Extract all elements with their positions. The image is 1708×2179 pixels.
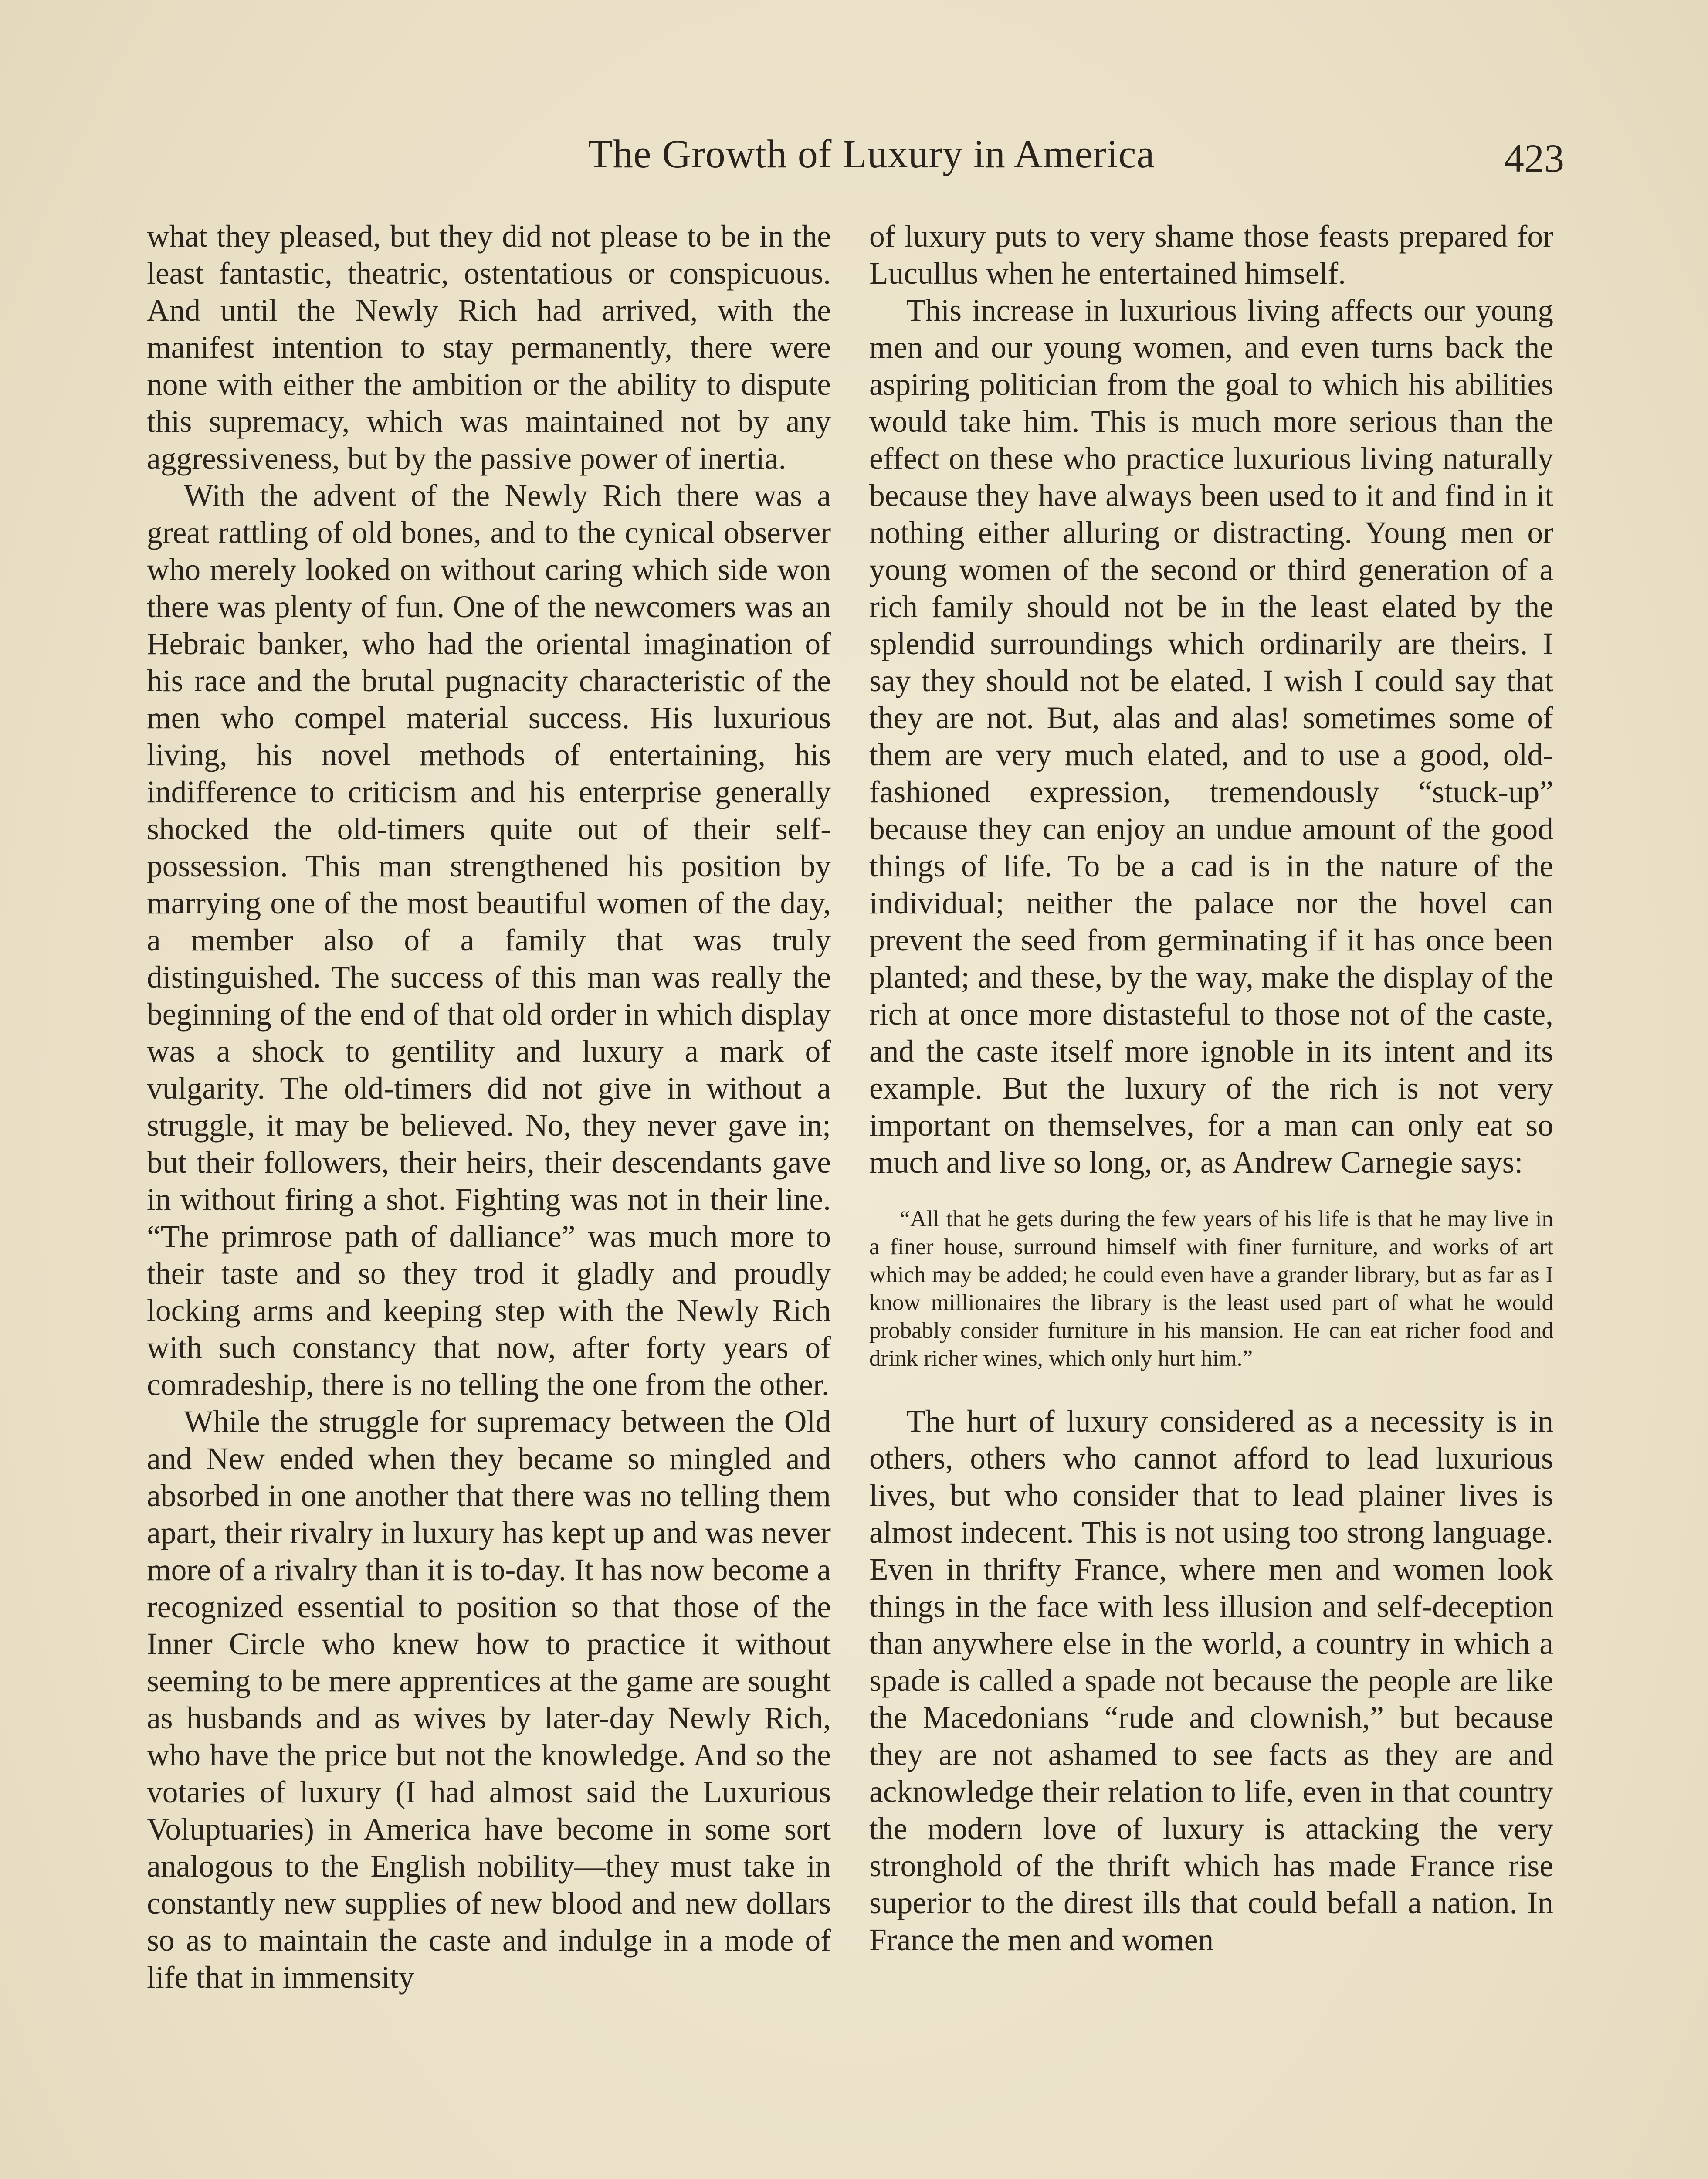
block-quote: “All that he gets during the few years of his life is that he may live in a finer house, surround himself with finer furniture, and works of art which may be added; he could even have a grander library, but as far as I know millionaires the library is the least used part of what he would probably consider furniture in his mansion. He can eat richer food and drink richer wines, which only hurt him.” <box>869 1206 1553 1371</box>
right-column <box>869 218 1553 1958</box>
paragraph: The hurt of luxury considered as a necessity is in others, others who cannot afford to lead luxurious lives, but who consider that to lead plainer lives is almost indecent. This is not using too strong language. Even in thrifty France, where men and women look things in the face with less illusion and self-deception than anywhere else in the world, a country in which a spade is called a spade not because the people are like the Macedonians “rude and clownish,” but because they are not ashamed to see facts as they are and acknowledge their relation to life, even in that country the modern love of luxury is attacking the very stronghold of the thrift which has made France rise superior to the direst ills that could befall a nation. In France the men and women <box>869 1404 1553 1957</box>
page-number: 423 <box>1504 136 1564 180</box>
paragraph: of luxury puts to very shame those feasts prepared for Lucullus when he entertained himself. <box>869 219 1553 291</box>
paragraph: what they pleased, but they did not please to be in the least fantastic, theatric, ostentatious or conspicuous. And until the Newly Rich had arrived, with the manifest intention to stay permanently, there were none with either the ambition or the ability to dispute this supremacy, which was maintained not by any aggressiveness, but by the passive power of inertia. <box>147 219 831 476</box>
left-column <box>147 218 831 1996</box>
paragraph: This increase in luxurious living affects our young men and our young women, and even turns back the aspiring politician from the goal to which his abilities would take him. This is much more serious than the effect on these who practice luxurious living naturally because they have always been used to it and find in it nothing either alluring or distracting. Young men or young women of the second or third generation of a rich family should not be in the least elated by the splendid surroundings which ordinarily are theirs. I say they should not be elated. I wish I could say that they are not. But, alas and alas! sometimes some of them are very much elated, and to use a good, old-fashioned expression, tremendously “stuck-up” because they can enjoy an undue amount of the good things of life. To be a cad is in the nature of the individual; neither the palace nor the hovel can prevent the seed from germinating if it has once been planted; and these, by the way, make the display of the rich at once more distasteful to those not of the caste, and the caste itself more ignoble in its intent and its example. But the luxury of the rich is not very important on themselves, for a man can only eat so much and live so long, or, as Andrew Carnegie says: <box>869 293 1553 1180</box>
running-title: The Growth of Luxury in America <box>588 132 1155 176</box>
paragraph: While the struggle for supremacy between the Old and New ended when they became so mingled and absorbed in one another that there was no telling them apart, their rivalry in luxury has kept up and was never more of a rivalry than it is to-day. It has now become a recognized essential to position so that those of the Inner Circle who knew how to practice it without seeming to be mere apprentices at the game are sought as husbands and as wives by later-day Newly Rich, who have the price but not the knowledge. And so the votaries of luxury (I had almost said the Luxurious Voluptuaries) in America have become in some sort analogous to the English nobility—they must take in constantly new supplies of new blood and new dollars so as to maintain the caste and indulge in a mode of life that in immensity <box>147 1405 831 1995</box>
page-header <box>144 131 1564 200</box>
paragraph: With the advent of the Newly Rich there was a great rattling of old bones, and to the cynical observer who merely looked on without caring which side won there was plenty of fun. One of the newcomers was an Hebraic banker, who had the oriental imagination of his race and the brutal pugnacity characteristic of the men who compel material success. His luxurious living, his novel methods of entertaining, his indifference to criticism and his enterprise generally shocked the old-timers quite out of their self-possession. This man strengthened his position by marrying one of the most beautiful women of the day, a member also of a family that was truly distinguished. The success of this man was really the beginning of the end of that old order in which display was a shock to gentility and luxury a mark of vulgarity. The old-timers did not give in without a struggle, it may be believed. No, they never gave in; but their followers, their heirs, their descendants gave in without firing a shot. Fighting was not in their line. “The primrose path of dalliance” was much more to their taste and so they trod it gladly and proudly locking arms and keeping step with the Newly Rich with such constancy that now, after forty years of comradeship, there is no telling the one from the other. <box>147 479 831 1402</box>
